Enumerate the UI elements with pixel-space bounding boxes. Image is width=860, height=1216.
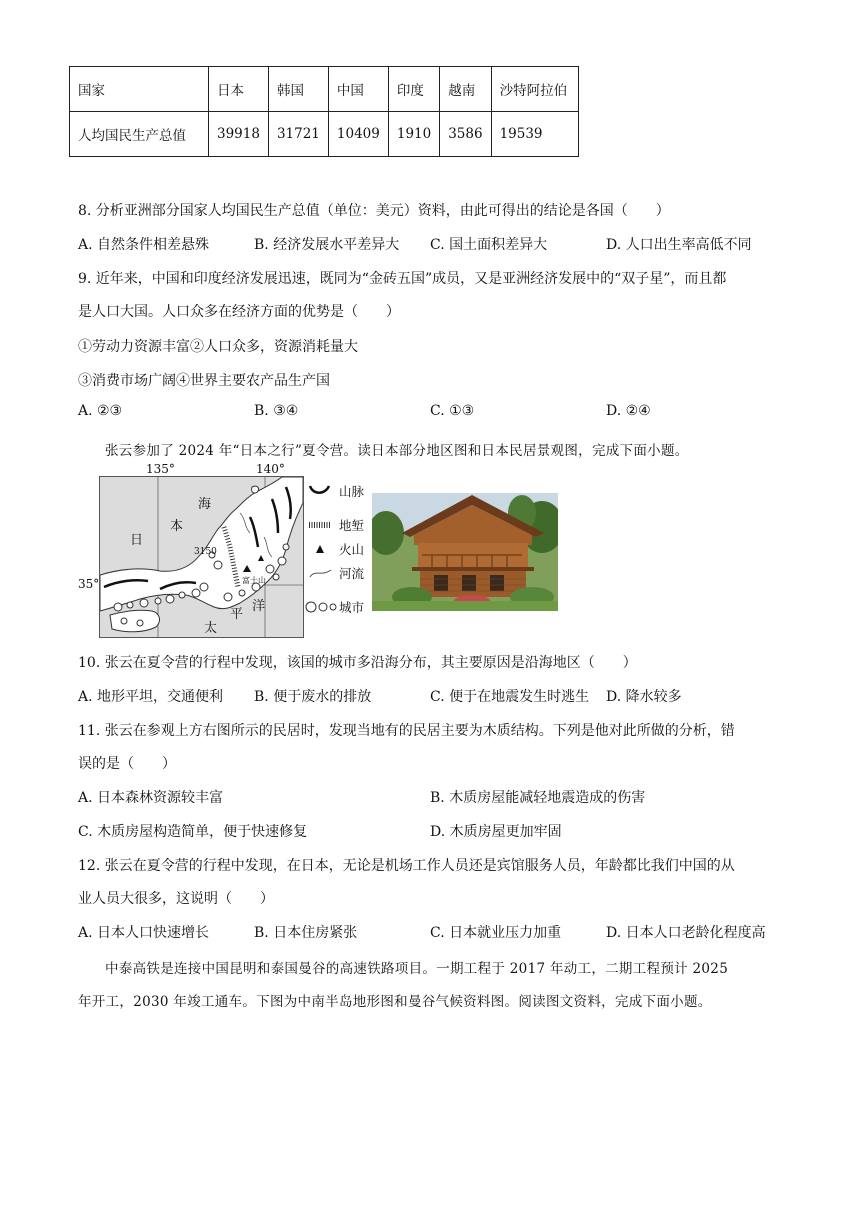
question-9-items-line2: ③消费市场广阔④世界主要农产品生产国 bbox=[78, 373, 330, 389]
question-8-stem: 8. 分析亚洲部分国家人均国民生产总值（单位：美元）资料，由此可得出的结论是各国（ ） bbox=[78, 203, 670, 219]
option-a[interactable]: A. 自然条件相差悬殊 bbox=[78, 237, 210, 253]
question-12-stem-line2: 业人员大很多，这说明（ ） bbox=[78, 891, 274, 907]
table-header-row bbox=[70, 67, 579, 112]
option-c[interactable]: C. ①③ bbox=[430, 403, 475, 419]
table-cell: 国家 bbox=[70, 67, 209, 112]
japanese-wooden-house-photo bbox=[372, 493, 558, 611]
legend-label: 河流 bbox=[339, 566, 365, 581]
legend-label: 城市 bbox=[339, 600, 365, 615]
option-b[interactable]: B. 便于废水的排放 bbox=[254, 689, 372, 705]
legend-label: 火山 bbox=[339, 542, 365, 557]
table-cell: 印度 bbox=[388, 67, 439, 112]
legend-label: 地堑 bbox=[339, 518, 365, 533]
latitude-35-label: 35° bbox=[78, 577, 100, 591]
question-12-options bbox=[78, 922, 788, 942]
table-cell: 10409 bbox=[328, 112, 388, 157]
river-icon bbox=[307, 566, 333, 580]
mount-fuji-label: 富士山 bbox=[242, 576, 266, 585]
option-c[interactable]: C. 国土面积差异大 bbox=[430, 237, 548, 253]
option-d[interactable]: D. 日本人口老龄化程度高 bbox=[606, 925, 766, 941]
option-c[interactable]: C. 便于在地震发生时逃生 bbox=[430, 689, 590, 705]
question-9-stem-line1: 9. 近年来，中国和印度经济发展迅速，既同为“金砖五国”成员，又是亚洲经济发展中的“双子星”，而且都 bbox=[78, 271, 727, 287]
table-cell: 沙特阿拉伯 bbox=[491, 67, 578, 112]
option-d[interactable]: D. ②④ bbox=[606, 403, 651, 419]
option-c[interactable]: C. 木质房屋构造简单，便于快速修复 bbox=[78, 824, 308, 840]
elevation-label: 3150 bbox=[194, 547, 217, 557]
question-9-options bbox=[78, 403, 788, 423]
table-cell: 越南 bbox=[440, 67, 491, 112]
longitude-135-label: 135° bbox=[146, 462, 175, 476]
question-9-items-line1: ①劳动力资源丰富②人口众多，资源消耗量大 bbox=[78, 339, 358, 355]
ocean-label: 洋 bbox=[252, 599, 266, 614]
option-d[interactable]: D. 降水较多 bbox=[606, 689, 682, 705]
railway-intro-line1: 中泰高铁是连接中国昆明和泰国曼谷的高速铁路项目。一期工程于 2017 年动工，二期工程预计 2025 bbox=[105, 961, 729, 977]
question-10-stem: 10. 张云在夏令营的行程中发现，该国的城市多沿海分布，其主要原因是沿海地区（ ） bbox=[78, 655, 637, 671]
table-cell: 日本 bbox=[209, 67, 269, 112]
graben-icon bbox=[307, 520, 333, 530]
option-a[interactable]: A. ②③ bbox=[78, 403, 123, 419]
table-cell: 1910 bbox=[388, 112, 439, 157]
legend-item-graben bbox=[305, 514, 375, 536]
option-a[interactable]: A. 地形平坦，交通便利 bbox=[78, 689, 224, 705]
question-11-options-row2 bbox=[78, 821, 788, 841]
railway-intro-line2: 年开工，2030 年竣工通车。下图为中南半岛地形图和曼谷气候资料图。阅读图文资料，完成下面小题。 bbox=[78, 994, 712, 1010]
japan-intro: 张云参加了 2024 年“日本之行”夏令营。读日本部分地区图和日本民居景观图，完成下面小题。 bbox=[105, 443, 689, 459]
wooden-house-image bbox=[372, 493, 558, 611]
legend-label: 山脉 bbox=[339, 484, 365, 499]
option-b[interactable]: B. 木质房屋能减轻地震造成的伤害 bbox=[430, 790, 646, 806]
option-a[interactable]: A. 日本森林资源较丰富 bbox=[78, 790, 224, 806]
option-c[interactable]: C. 日本就业压力加重 bbox=[430, 925, 562, 941]
question-12-stem-line1: 12. 张云在夏令营的行程中发现，在日本，无论是机场工作人员还是宾馆服务人员，年龄都比我们中国的从 bbox=[78, 858, 735, 874]
option-a[interactable]: A. 日本人口快速增长 bbox=[78, 925, 210, 941]
question-9-stem-line2: 是人口大国。人口众多在经济方面的优势是（ ） bbox=[78, 304, 400, 320]
table-row bbox=[70, 112, 579, 157]
gdp-table bbox=[69, 66, 579, 157]
table-cell: 39918 bbox=[209, 112, 269, 157]
volcano-icon bbox=[313, 543, 327, 555]
sea-label: 本 bbox=[170, 519, 184, 534]
ocean-label: 太 bbox=[204, 621, 218, 636]
longitude-140-label: 140° bbox=[256, 462, 285, 476]
option-b[interactable]: B. 经济发展水平差异大 bbox=[254, 237, 400, 253]
table-cell: 3586 bbox=[440, 112, 491, 157]
table-cell: 中国 bbox=[328, 67, 388, 112]
option-b[interactable]: B. 日本住房紧张 bbox=[254, 925, 358, 941]
legend-item-mountain bbox=[305, 480, 375, 502]
ocean-label: 平 bbox=[230, 607, 244, 622]
option-d[interactable]: D. 木质房屋更加牢固 bbox=[430, 824, 562, 840]
question-10-options bbox=[78, 686, 788, 706]
option-d[interactable]: D. 人口出生率高低不同 bbox=[606, 237, 752, 253]
question-11-stem-line2: 误的是（ ） bbox=[78, 756, 176, 772]
map-legend bbox=[305, 476, 375, 636]
city-icon bbox=[305, 600, 339, 614]
table-cell: 韩国 bbox=[268, 67, 328, 112]
question-11-options-row1 bbox=[78, 787, 788, 807]
option-b[interactable]: B. ③④ bbox=[254, 403, 299, 419]
table-cell: 31721 bbox=[268, 112, 328, 157]
table-cell: 19539 bbox=[491, 112, 578, 157]
sea-label: 日 bbox=[130, 533, 144, 548]
legend-item-city bbox=[305, 596, 375, 618]
mountain-range-icon bbox=[307, 484, 333, 498]
question-8-options bbox=[78, 234, 788, 254]
japan-map bbox=[99, 476, 304, 638]
sea-label: 海 bbox=[198, 497, 212, 512]
legend-item-river bbox=[305, 562, 375, 584]
question-11-stem-line1: 11. 张云在参观上方右图所示的民居时，发现当地有的民居主要为木质结构。下列是他对此所做的分析，错 bbox=[78, 723, 735, 739]
legend-item-volcano bbox=[305, 538, 375, 560]
table-cell: 人均国民生产总值 bbox=[70, 112, 209, 157]
